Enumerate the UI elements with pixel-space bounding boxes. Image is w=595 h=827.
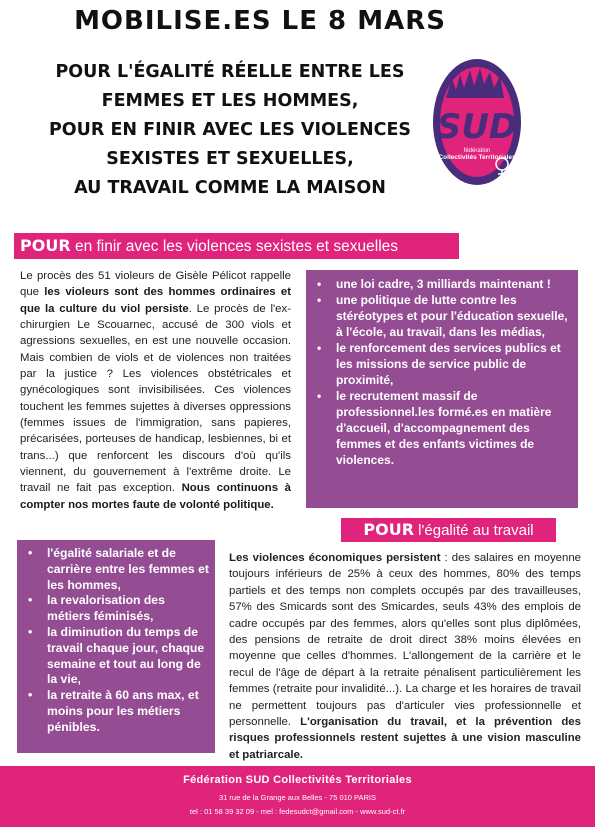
text-run-bold: Les violences économiques persistent: [229, 552, 441, 564]
demand-item: • le renforcement des services publics et les missions de service public de proximité,: [336, 340, 572, 388]
svg-text:SUD: SUD: [436, 107, 518, 147]
footer: [0, 766, 595, 827]
demand-item: • une politique de lutte contre les stéréotypes et pour l'éducation sexuelle, à l'école, au travail, dans les médias,: [336, 292, 572, 340]
violences-demands-box: [306, 270, 578, 508]
footer-org: Fédération SUD Collectivités Territoriales: [183, 774, 412, 786]
banner-keyword: POUR: [20, 236, 71, 255]
text-run-bold: Nous continuons à compter nos mortes faute de volonté politique.: [20, 482, 291, 511]
svg-text:fédération: fédération: [463, 148, 491, 154]
svg-text:Collectivités Territoriales: Collectivités Territoriales: [438, 154, 516, 161]
banner-keyword: POUR: [363, 520, 415, 539]
demand-item: • l'égalité salariale et de carrière entre les femmes et les hommes,: [47, 546, 211, 593]
title-line: POUR EN FINIR AVEC LES VIOLENCES: [48, 120, 412, 140]
footer-contact: tel : 01 58 39 32 09 - mel : fedesudct@gmail.com - www.sud-ct.fr: [189, 807, 406, 816]
demand-item: • la diminution du temps de travail chaque jour, chaque semaine et tout au long de la vie,: [47, 625, 211, 688]
text-run: . Le procès de l'ex-chirurgien Le Scouarnec, accusé de 300 viols et agressions sexuelles, en est une nouvelle occasion. Mais combien de viols et de violences non traitées par la justice ? Les violences obstétricales et gynécologiques sont invisibilisées. Ces violences touchent les femmes sujettes à diverses oppressions (femmes issues de l'immigration, sans papieres, précarisées, porteuses de handicap, lesbiennes, bi et trans...) que renforcent les discours d'où qu'ils viennent, du gouvernement à l'extrême droite. Le travail ne fait pas exception.: [20, 302, 291, 495]
title-line: AU TRAVAIL COMME LA MAISON: [74, 178, 386, 198]
section-banner-egalite: [341, 518, 556, 542]
text-run: : des salaires en moyenne toujours inférieurs de 25% à ceux des hommes, 80% des temps partiels et des temps non complets occupés par des travailleuses, 57% des Smicards sont des Smicardes, seuls 43% des emplois de cadre occupés par des femmes, alors qu'elles sont plus diplômées, des pensions de retraite de droit direct 38% moins élevées en moyenne que celles d'hommes. L'allongement de la carrière et le recul de l'âge de départ à la retraite pénalisent particulièrement les femmes (retraite pour invalidité...). La charge et les horaires de travail ne permettent toujours pas d'articuler vies professionnelle et personnelle.: [229, 552, 581, 729]
footer-address: 31 rue de la Grange aux Belles - 75 010 PARIS: [218, 793, 377, 802]
egalite-demands-box: [17, 540, 215, 753]
demand-item: • le recrutement massif de professionnel.les formé.es en matière d'accueil, d'accompagnement des femmes et des enfants victimes de violences.: [336, 388, 572, 468]
violences-paragraph: [20, 268, 291, 513]
title-line: FEMMES ET LES HOMMES,: [101, 91, 359, 111]
page-title: MOBILISE.ES LE 8 MARS: [74, 6, 446, 36]
banner-heading: en finir avec les violences sexistes et sexuelles: [70, 238, 399, 255]
demand-item: • une loi cadre, 3 milliards maintenant !: [336, 276, 572, 292]
text-run: Le procès des 51 violeurs de Gisèle Pélicot rappelle que: [20, 270, 291, 299]
text-run-bold: L'organisation du travail, et la prévention des risques professionnels restent sujettes à une vision masculine et patriarcale.: [229, 716, 581, 761]
egalite-paragraph: [229, 550, 581, 763]
sud-logo: [432, 58, 522, 186]
title-line: POUR L'ÉGALITÉ RÉELLE ENTRE LES: [55, 62, 405, 82]
demand-item: • la retraite à 60 ans max, et moins pour les métiers pénibles.: [47, 688, 211, 735]
banner-heading: l'égalité au travail: [414, 522, 534, 539]
text-run-bold: les violeurs sont des hommes ordinaires et que la culture du viol persiste: [20, 286, 291, 315]
title-line: SEXISTES ET SEXUELLES,: [106, 149, 354, 169]
title-subheadings: [20, 58, 440, 203]
section-banner-violences: [14, 233, 459, 259]
demand-item: • la revalorisation des métiers féminisés,: [47, 593, 211, 625]
